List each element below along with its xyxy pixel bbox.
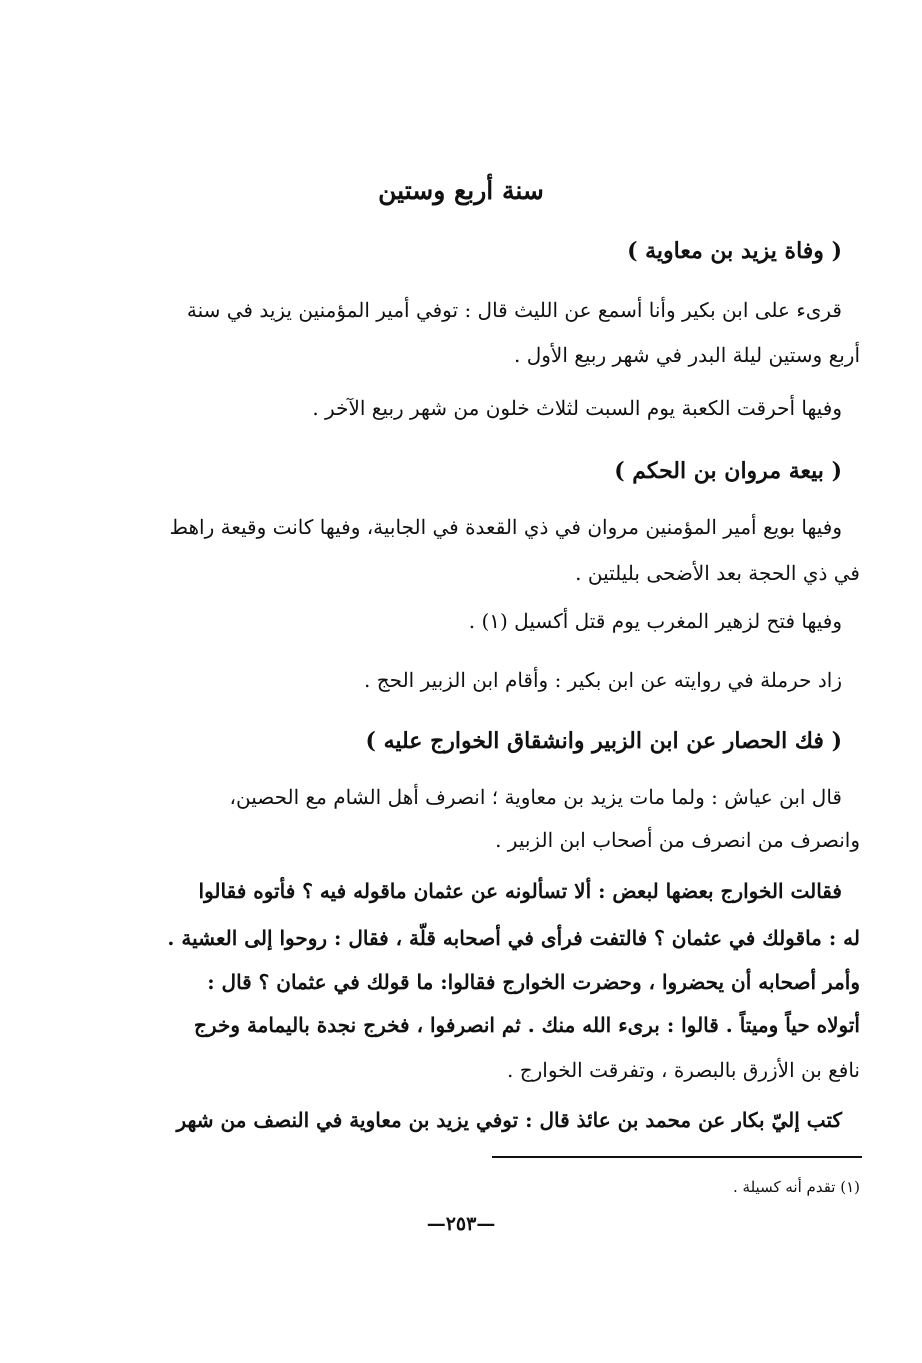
paragraph-line: أربع وستين ليلة البدر في شهر ربيع الأول . [514,343,860,367]
paragraph-line: وفيها بويع أمير المؤمنين مروان في ذي القعدة في الجابية، وفيها كانت وقيعة راهط [169,515,842,539]
section-heading-siege-lifted: ( فك الحصار عن ابن الزبير وانشقاق الخوارج عليه ) [365,728,842,754]
paragraph-line: قال ابن عياش : ولما مات يزيد بن معاوية ؛ انصرف أهل الشام مع الحصين، [229,785,842,809]
paragraph-line: أتولاه حياً وميتاً . قالوا : برىء الله منك . ثم انصرفوا ، فخرج نجدة باليمامة وخرج [194,1013,860,1037]
paragraph-line: نافع بن الأزرق بالبصرة ، وتفرقت الخوارج . [506,1058,860,1082]
paragraph-line: وانصرف من انصرف من أصحاب ابن الزبير . [495,828,860,852]
paragraph-line: كتب إليّ بكار عن محمد بن عائذ قال : توفي يزيد بن معاوية في النصف من شهر [176,1108,842,1132]
footnote: (١) تقدم أنه كسيلة . [733,1178,860,1196]
section-heading-yazid-death: ( وفاة يزيد بن معاوية ) [627,238,842,264]
paragraph-line: له : ماقولك في عثمان ؟ فالتفت فرأى في أصحابه قلّة ، فقال : روحوا إلى العشية . [167,926,860,950]
paragraph-line: وفيها فتح لزهير المغرب يوم قتل أكسيل (١) . [468,609,842,633]
page-title: سنة أربع وستين [378,176,544,205]
paragraph-line: قرىء على ابن بكير وأنا أسمع عن الليث قال : توفي أمير المؤمنين يزيد في سنة [186,298,842,322]
paragraph-line: زاد حرملة في روايته عن ابن بكير : وأقام ابن الزبير الحج . [364,668,842,692]
page-number: —٢٥٣— [426,1213,496,1235]
paragraph-line: فقالت الخوارج بعضها لبعض : ألا تسألونه عن عثمان ماقوله فيه ؟ فأتوه فقالوا [198,879,842,903]
section-heading-marwan-allegiance: ( بيعة مروان بن الحكم ) [614,458,842,484]
footnote-separator [492,1156,862,1158]
paragraph-line: في ذي الحجة بعد الأضحى بليلتين . [575,561,860,585]
paragraph-line: وفيها أحرقت الكعبة يوم السبت لثلاث خلون من شهر ربيع الآخر . [312,396,842,420]
paragraph-line: وأمر أصحابه أن يحضروا ، وحضرت الخوارج فقالوا: ما قولك في عثمان ؟ قال : [207,970,860,994]
